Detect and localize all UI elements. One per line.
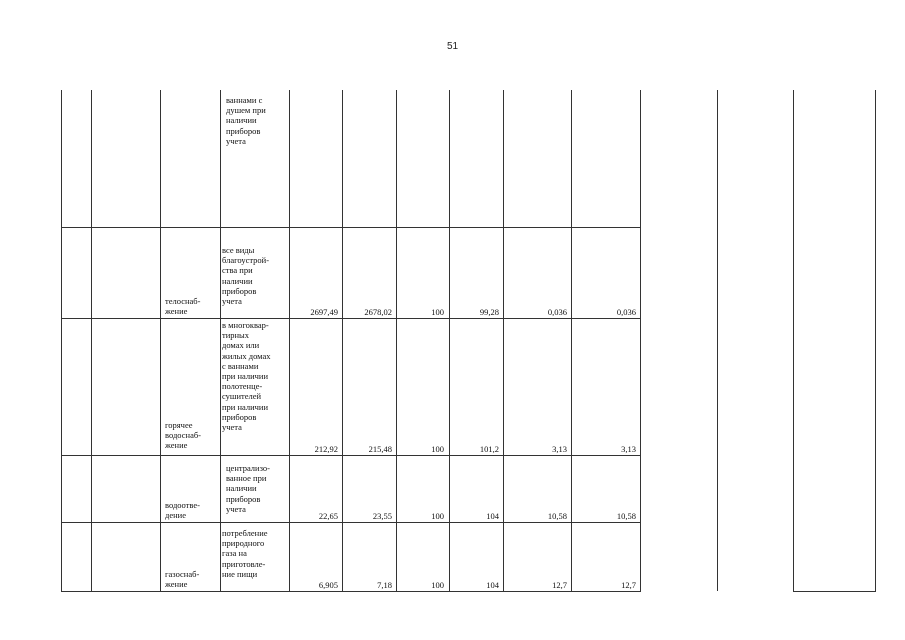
page-number: 51	[446, 41, 459, 52]
condition-cell: все виды благоустрой- ства при наличии приборов учета	[222, 245, 270, 307]
value-cell: 104	[486, 511, 499, 521]
value-cell: 104	[486, 580, 499, 590]
value-cell: 6,905	[318, 580, 338, 590]
table-border	[61, 227, 641, 228]
table-border	[220, 90, 221, 591]
table-border	[640, 90, 641, 591]
value-cell: 215,48	[368, 444, 392, 454]
table-border	[793, 90, 794, 591]
service-cell: горячее водоснаб- жение	[165, 420, 201, 451]
value-cell: 212,92	[314, 444, 338, 454]
service-cell: газоснаб- жение	[165, 569, 200, 590]
condition-cell: ваннами с душем при наличии приборов учета	[226, 95, 266, 146]
table-border	[875, 90, 876, 591]
value-cell: 10,58	[616, 511, 636, 521]
table-border	[61, 318, 641, 319]
value-cell: 2697,49	[310, 307, 338, 317]
value-cell: 99,28	[479, 307, 499, 317]
table-border	[61, 522, 641, 523]
value-cell: 100	[431, 511, 444, 521]
value-cell: 2678,02	[364, 307, 392, 317]
value-cell: 12,7	[621, 580, 636, 590]
condition-cell: централизо- ванное при наличии приборов учета	[226, 463, 270, 514]
table-border	[61, 455, 641, 456]
value-cell: 3,13	[621, 444, 636, 454]
table-border	[91, 90, 92, 591]
value-cell: 23,55	[372, 511, 392, 521]
value-cell: 100	[431, 307, 444, 317]
service-cell: телоснаб- жение	[165, 296, 201, 317]
value-cell: 100	[431, 580, 444, 590]
table-border	[61, 90, 62, 591]
table-border	[61, 591, 641, 592]
service-cell: водоотве- дение	[165, 500, 200, 521]
value-cell: 7,18	[377, 580, 392, 590]
condition-cell: в многоквар- тирных домах или жилых домах с ваннами при наличии полотенце- сушителей при наличии приборов учета	[222, 320, 271, 433]
value-cell: 0,036	[616, 307, 636, 317]
value-cell: 101,2	[479, 444, 499, 454]
table-border	[793, 591, 876, 592]
condition-cell: потребление природного газа на приготовле- ние пищи	[222, 528, 268, 579]
value-cell: 3,13	[552, 444, 567, 454]
value-cell: 100	[431, 444, 444, 454]
value-cell: 22,65	[318, 511, 338, 521]
value-cell: 10,58	[547, 511, 567, 521]
value-cell: 0,036	[547, 307, 567, 317]
table-border	[717, 90, 718, 591]
value-cell: 12,7	[552, 580, 567, 590]
table-border	[160, 90, 161, 591]
